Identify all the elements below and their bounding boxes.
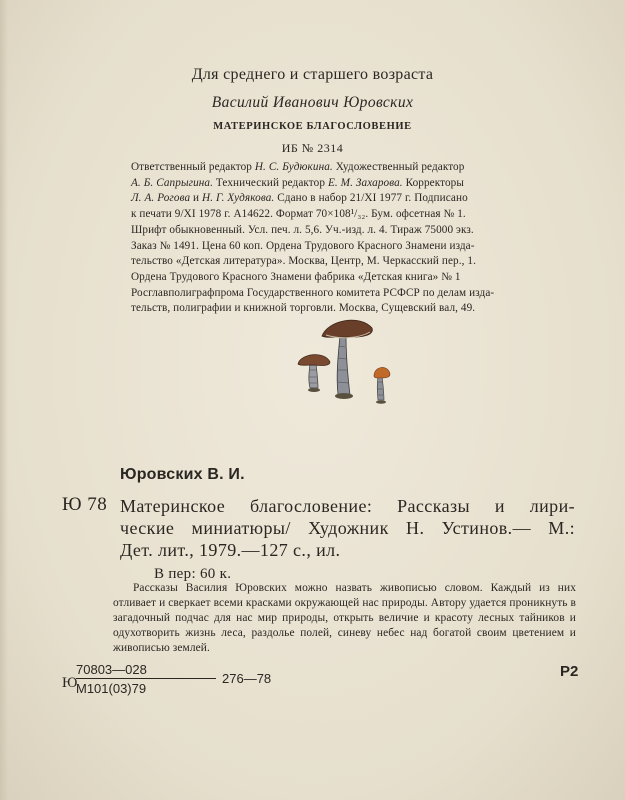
catalog-description: Материнское благословение: Рассказы и лири- ческие миниатюры/ Художник Н. Устинов.— М.: Дет. лит., 1979.—127 с., ил.: [120, 496, 575, 560]
page-spine-shadow: [0, 0, 8, 800]
imprint-block: Ответственный редактор Н. С. Будюкина. Художественный редактор А. Б. Сапрыгина. Технический редактор Е. М. Захарова. Корректоры Л. А. Рогова и Н. Г. Худякова. Сдано в набор 21/XI 1977 г. Подписано к печати 9/XI 1978 г. А14622. Формат 70×108¹/₃₂. Бум. офсетная № 1. Шрифт обыкновенный. Усл. печ. л. 5,6. Уч.-изд. л. 4. Тираж 75000 экз. Заказ № 1491. Цена 60 коп. Ордена Трудового Красного Знамени изда- тельство «Детская литература». Москва, Центр, М. Черкасский пер., 1. Ордена Трудового Красного Знамени фабрика «Детская книга» № 1 Росглавполиграфпрома Государственного комитета РСФСР по делам изда- тельств, полиграфии и книжной торговли. Москва, Сущевский вал, 49.: [131, 161, 495, 315]
formula-denominator: М101(03)79: [76, 681, 147, 696]
formula-fraction: [76, 662, 226, 696]
formula-numerator: 70803—028: [76, 662, 147, 677]
price-line: В пер: 60 к.: [154, 566, 232, 582]
classification-code: Р2: [560, 663, 579, 680]
formula-tail: 276—78: [222, 671, 272, 686]
annotation-paragraph: Рассказы Василия Юровских можно назвать живописью словом. Каждый из них отливает и сверкает всеми красками окружающей нас природы. Автору удается проникнуть в загадочный подчас для нас мир природы, открыть величие и красоту лесных тайников и одухотворить жизнь леса, раздолье полей, синеву небес над богатой своим цветением и живописью землей.: [113, 582, 576, 654]
age-line: Для среднего и старшего возраста: [191, 66, 434, 83]
ib-number: ИБ № 2314: [281, 141, 344, 155]
author-name: Василий Иванович Юровских: [211, 94, 414, 111]
catalog-author: Юровских В. И.: [120, 466, 245, 483]
fraction-bar: [76, 678, 216, 679]
catalog-code: Ю 78: [62, 494, 108, 515]
formula-prefix: Ю: [62, 675, 78, 691]
book-title: МАТЕРИНСКОЕ БЛАГОСЛОВЕНИЕ: [213, 121, 412, 132]
mushrooms-illustration: [288, 306, 408, 406]
